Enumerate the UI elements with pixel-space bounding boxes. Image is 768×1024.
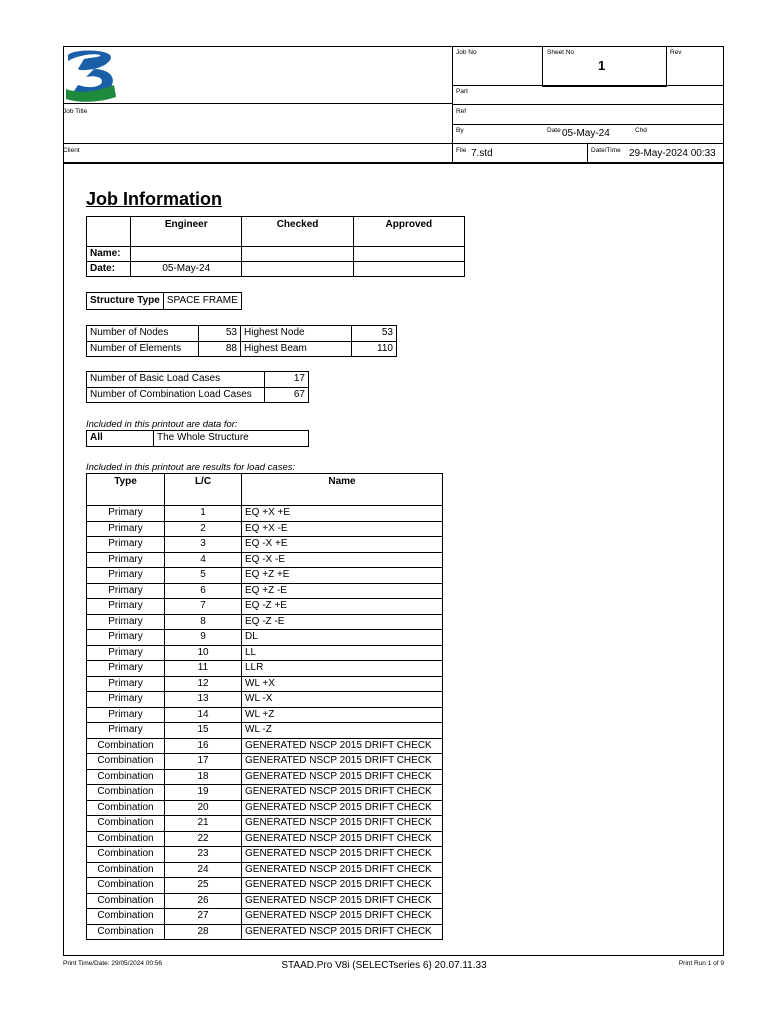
load-type: Primary [87, 707, 165, 723]
load-type: Combination [87, 862, 165, 878]
load-case-number: 13 [165, 692, 242, 708]
load-case-number: 21 [165, 816, 242, 832]
client-label: Client [63, 147, 80, 154]
part-label: Part [456, 88, 468, 95]
job-info-table [86, 216, 465, 277]
date-row-label: Date: [87, 262, 131, 277]
load-case-number: 3 [165, 537, 242, 553]
included-data-value: The Whole Structure [154, 431, 309, 447]
load-type: Combination [87, 785, 165, 801]
table-row [87, 552, 443, 568]
file-value: 7.std [471, 148, 493, 159]
table-row [87, 537, 443, 553]
load-case-number: 10 [165, 645, 242, 661]
table-row [87, 862, 443, 878]
table-row [87, 723, 443, 739]
included-results-note: Included in this printout are results for load cases: [86, 462, 296, 473]
load-type: Combination [87, 878, 165, 894]
load-case-number: 24 [165, 862, 242, 878]
highest-node-label: Highest Node [241, 326, 352, 342]
load-case-name: GENERATED NSCP 2015 DRIFT CHECK [242, 800, 443, 816]
engineer-date: 05-May-24 [131, 262, 242, 277]
load-type: Primary [87, 537, 165, 553]
bentley-logo-icon [64, 47, 119, 103]
load-type: Combination [87, 754, 165, 770]
table-row [87, 909, 443, 925]
load-type: Primary [87, 599, 165, 615]
page-title: Job Information [86, 189, 222, 209]
load-case-number: 11 [165, 661, 242, 677]
load-case-name: GENERATED NSCP 2015 DRIFT CHECK [242, 924, 443, 940]
lc-header: L/C [165, 474, 242, 506]
load-case-name: GENERATED NSCP 2015 DRIFT CHECK [242, 909, 443, 925]
load-case-number: 7 [165, 599, 242, 615]
job-no-label: Job No [456, 49, 477, 56]
load-case-name: WL -Z [242, 723, 443, 739]
load-case-name: LLR [242, 661, 443, 677]
datetime-value: 29-May-2024 00:33 [629, 148, 716, 159]
load-type: Primary [87, 630, 165, 646]
load-case-name: GENERATED NSCP 2015 DRIFT CHECK [242, 754, 443, 770]
load-case-name: EQ +X -E [242, 521, 443, 537]
load-type: Primary [87, 661, 165, 677]
table-row [87, 599, 443, 615]
table-row [87, 754, 443, 770]
load-case-number: 8 [165, 614, 242, 630]
name-header: Name [242, 474, 443, 506]
included-data-note: Included in this printout are data for: [86, 419, 238, 430]
table-row [87, 707, 443, 723]
load-case-number: 2 [165, 521, 242, 537]
file-label: File [456, 147, 467, 154]
load-case-number: 27 [165, 909, 242, 925]
table-row [87, 568, 443, 584]
load-case-name: GENERATED NSCP 2015 DRIFT CHECK [242, 738, 443, 754]
table-row [87, 785, 443, 801]
load-type: Combination [87, 816, 165, 832]
load-case-number: 5 [165, 568, 242, 584]
table-row [87, 661, 443, 677]
basic-lc-label: Number of Basic Load Cases [87, 372, 265, 388]
load-case-number: 22 [165, 831, 242, 847]
basic-lc-value: 17 [265, 372, 309, 388]
engineer-header: Engineer [131, 217, 242, 247]
load-case-name: EQ -Z -E [242, 614, 443, 630]
structure-type-value: SPACE FRAME [163, 293, 241, 310]
load-type: Combination [87, 738, 165, 754]
load-type: Combination [87, 847, 165, 863]
sheet-no-label: Sheet No [547, 49, 575, 56]
load-case-name: WL -X [242, 692, 443, 708]
highest-beam-value: 110 [352, 341, 397, 357]
load-type: Primary [87, 506, 165, 522]
highest-beam-label: Highest Beam [241, 341, 352, 357]
load-type: Primary [87, 723, 165, 739]
load-type: Primary [87, 583, 165, 599]
software-version: STAAD.Pro V8i (SELECTseries 6) 20.07.11.33 [281, 960, 487, 971]
load-case-name: WL +X [242, 676, 443, 692]
load-case-number: 15 [165, 723, 242, 739]
datetime-label: Date/Time [591, 147, 621, 154]
load-case-name: GENERATED NSCP 2015 DRIFT CHECK [242, 785, 443, 801]
load-case-name: WL +Z [242, 707, 443, 723]
load-case-number: 26 [165, 893, 242, 909]
approved-header: Approved [353, 217, 464, 247]
table-row [87, 831, 443, 847]
load-case-counts-table [86, 371, 309, 403]
load-case-number: 16 [165, 738, 242, 754]
table-row [87, 614, 443, 630]
by-label: By [456, 127, 464, 134]
load-type: Primary [87, 521, 165, 537]
load-type: Combination [87, 893, 165, 909]
table-row [87, 521, 443, 537]
comb-lc-value: 67 [265, 387, 309, 403]
load-cases-table [86, 473, 443, 940]
load-case-number: 17 [165, 754, 242, 770]
load-case-name: LL [242, 645, 443, 661]
table-row [87, 738, 443, 754]
load-type: Combination [87, 909, 165, 925]
load-type: Combination [87, 924, 165, 940]
table-row [87, 769, 443, 785]
load-case-name: GENERATED NSCP 2015 DRIFT CHECK [242, 847, 443, 863]
table-row [87, 878, 443, 894]
load-type: Primary [87, 568, 165, 584]
ref-label: Ref [456, 108, 467, 115]
load-case-name: GENERATED NSCP 2015 DRIFT CHECK [242, 831, 443, 847]
checked-header: Checked [242, 217, 353, 247]
table-row [87, 924, 443, 940]
load-type: Primary [87, 692, 165, 708]
table-row [87, 645, 443, 661]
table-row [87, 583, 443, 599]
load-case-name: GENERATED NSCP 2015 DRIFT CHECK [242, 862, 443, 878]
nodes-value: 53 [199, 326, 241, 342]
load-case-name: EQ +Z +E [242, 568, 443, 584]
node-counts-table [86, 325, 397, 357]
included-data-table [86, 430, 309, 447]
highest-node-value: 53 [352, 326, 397, 342]
load-case-number: 6 [165, 583, 242, 599]
load-type: Primary [87, 645, 165, 661]
nodes-label: Number of Nodes [87, 326, 199, 342]
load-case-name: GENERATED NSCP 2015 DRIFT CHECK [242, 816, 443, 832]
elements-label: Number of Elements [87, 341, 199, 357]
table-row [87, 893, 443, 909]
load-case-number: 1 [165, 506, 242, 522]
load-case-name: GENERATED NSCP 2015 DRIFT CHECK [242, 769, 443, 785]
load-case-name: EQ -Z +E [242, 599, 443, 615]
load-case-number: 4 [165, 552, 242, 568]
load-case-number: 9 [165, 630, 242, 646]
table-row [87, 847, 443, 863]
load-case-number: 20 [165, 800, 242, 816]
load-type: Combination [87, 831, 165, 847]
structure-type-table [86, 292, 242, 310]
sheet-no-value: 1 [598, 58, 606, 73]
load-case-name: EQ +Z -E [242, 583, 443, 599]
load-case-name: GENERATED NSCP 2015 DRIFT CHECK [242, 893, 443, 909]
load-case-name: EQ +X +E [242, 506, 443, 522]
load-type: Primary [87, 614, 165, 630]
comb-lc-label: Number of Combination Load Cases [87, 387, 265, 403]
load-type: Primary [87, 552, 165, 568]
load-case-number: 19 [165, 785, 242, 801]
chd-label: Chd [635, 127, 647, 134]
date-value: 05-May-24 [562, 128, 610, 139]
table-row [87, 506, 443, 522]
date-label: Date [547, 127, 561, 134]
structure-type-label: Structure Type [87, 293, 164, 310]
rev-label: Rev [670, 49, 682, 56]
load-type: Combination [87, 769, 165, 785]
load-case-number: 25 [165, 878, 242, 894]
load-type: Combination [87, 800, 165, 816]
table-row [87, 816, 443, 832]
load-case-number: 18 [165, 769, 242, 785]
elements-value: 88 [199, 341, 241, 357]
load-case-number: 28 [165, 924, 242, 940]
type-header: Type [87, 474, 165, 506]
load-case-number: 23 [165, 847, 242, 863]
print-run: Print Run 1 of 9 [678, 960, 724, 967]
load-case-name: GENERATED NSCP 2015 DRIFT CHECK [242, 878, 443, 894]
load-case-number: 14 [165, 707, 242, 723]
load-case-name: DL [242, 630, 443, 646]
name-label: Name: [87, 247, 131, 262]
load-type: Primary [87, 676, 165, 692]
included-data-key: All [87, 431, 154, 447]
table-row [87, 676, 443, 692]
job-title-label: Job Title [63, 108, 88, 115]
table-row [87, 692, 443, 708]
load-case-name: EQ -X +E [242, 537, 443, 553]
table-row [87, 800, 443, 816]
load-case-name: EQ -X -E [242, 552, 443, 568]
print-time: Print Time/Date: 29/05/2024 00:56 [63, 960, 163, 967]
table-row [87, 630, 443, 646]
load-case-number: 12 [165, 676, 242, 692]
